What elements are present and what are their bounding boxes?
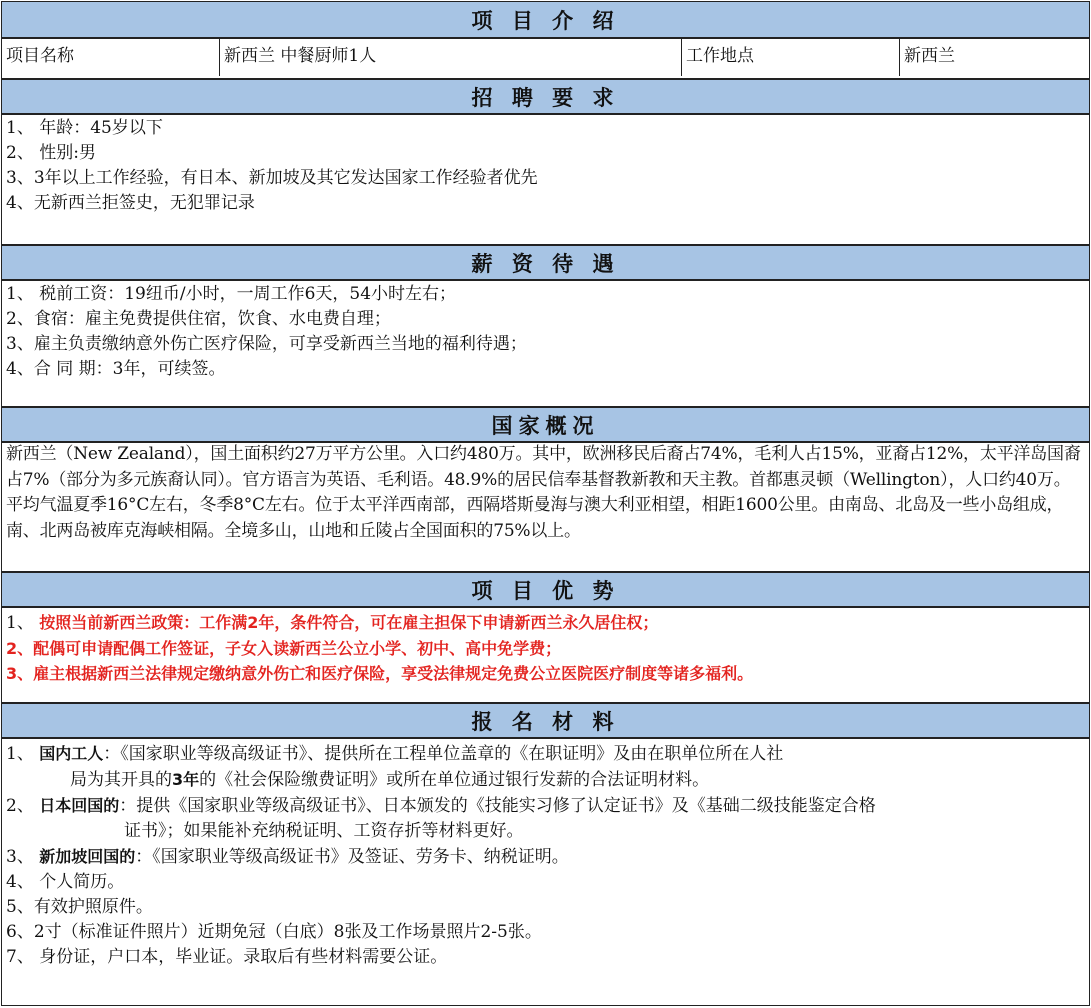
section-header-intro: 项 目 介 绍 — [2, 2, 1089, 39]
country-overview-text: 新西兰（New Zealand），国土面积约27万平方公里。入口约480万。其中，欧洲移民后裔占74%，毛利人占15%，亚裔占12%，太平洋岛国裔占7%（部分为多元族裔认同）。官方语言为英语、毛利语。48.9%的居民信奉基督教新教和天主教。首都惠灵顿（Wellington），人口约40万。平均气温夏季16°C左右，冬季8°C左右。位于太平洋西南部，西隔塔斯曼海与澳大利亚相望，相距1600公里。由南岛、北岛及一些小岛组成，南、北两岛被库克海峡相隔。全境多山，山地和丘陵占全国面积的75%以上。 — [6, 444, 1081, 541]
list-item: 2、配偶可申请配偶工作签证，子女入读新西兰公立小学、初中、高中免学费； — [6, 639, 562, 658]
item-number: 1、 — [6, 613, 34, 633]
advantage-text: 按照当前新西兰政策：工作满2年，条件符合，可在雇主担保下申请新西兰永久居住权； — [39, 613, 659, 632]
section-header-advantages: 项 目 优 势 — [2, 571, 1089, 608]
country-overview — [2, 440, 1089, 570]
section-header-country: 国家概况 — [2, 406, 1089, 443]
project-name-label: 项目名称 — [2, 38, 220, 76]
list-item: 1、 年龄：45岁以下 — [6, 118, 163, 138]
list-item: 3、 新加坡回国的：《国家职业等级高级证书》及签证、劳务卡、纳税证明。 — [6, 847, 569, 867]
section-header-salary: 薪 资 待 遇 — [2, 244, 1089, 281]
list-item: 7、 身份证，户口本，毕业证。录取后有些材料需要公证。 — [6, 947, 448, 967]
list-item: 5、有效护照原件。 — [6, 897, 153, 917]
list-item — [6, 610, 1085, 636]
list-item: 4、无新西兰拒签史，无犯罪记录 — [6, 193, 255, 213]
project-info-row — [2, 38, 1089, 76]
list-item: 3、雇主负责缴纳意外伤亡医疗保险，可享受新西兰当地的福利待遇； — [6, 334, 527, 354]
project-name-value: 新西兰 中餐厨师1人 — [220, 38, 682, 76]
requirements-list — [2, 114, 1089, 244]
salary-list — [2, 280, 1089, 406]
list-item: 2、食宿：雇主免费提供住宿，饮食、水电费自理； — [6, 309, 391, 329]
work-location-label: 工作地点 — [682, 38, 900, 76]
list-item: 4、合 同 期：3年，可续签。 — [6, 359, 226, 379]
advantages-list — [2, 608, 1089, 704]
list-item: 3、雇主根据新西兰法律规定缴纳意外伤亡和医疗保险，享受法律规定免费公立医院医疗制度等诸多福利。 — [6, 664, 754, 683]
work-location-value: 新西兰 — [904, 46, 955, 66]
list-item-continued: 局为其开具的3年的《社会保险缴费证明》或所在单位通过银行发薪的合法证明材料。 — [70, 770, 710, 790]
list-item: 1、 国内工人：《国家职业等级高级证书》、提供所在工程单位盖章的《在职证明》及由在职单位所在人社 — [6, 744, 784, 764]
list-item: 1、 税前工资：19纽币/小时，一周工作6天，54小时左右； — [6, 284, 457, 304]
materials-list — [2, 739, 1089, 1007]
list-item: 2、 性别:男 — [6, 143, 96, 163]
section-header-materials: 报 名 材 料 — [2, 702, 1089, 739]
list-item: 3、3年以上工作经验，有日本、新加坡及其它发达国家工作经验者优先 — [6, 168, 538, 188]
list-item: 2、 日本回国的：提供《国家职业等级高级证书》、日本颁发的《技能实习修了认定证书》及《基础二级技能鉴定合格 — [6, 796, 876, 816]
recruitment-sheet — [1, 1, 1090, 1006]
list-item-continued: 证书》；如果能补充纳税证明、工资存折等材料更好。 — [124, 821, 524, 841]
list-item: 4、 个人简历。 — [6, 872, 125, 892]
section-header-requirements: 招 聘 要 求 — [2, 78, 1089, 115]
list-item: 6、2寸（标准证件照片）近期免冠（白底）8张及工作场景照片2-5张。 — [6, 922, 542, 942]
